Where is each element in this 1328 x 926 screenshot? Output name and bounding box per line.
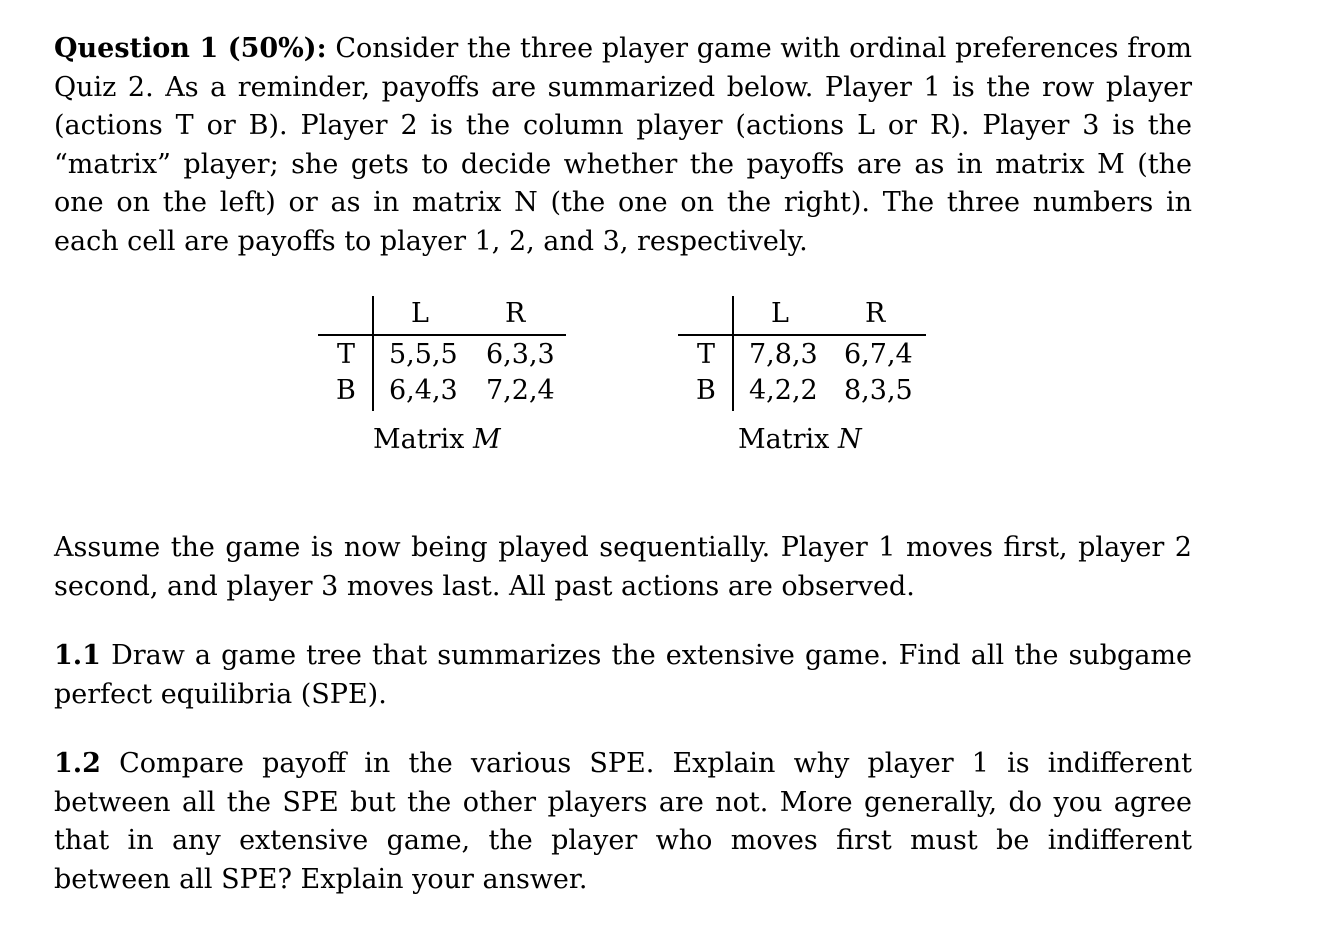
matrix-n-col-header-l: L [771, 298, 789, 329]
matrix-m-col-header-l: L [411, 298, 429, 329]
matrix-m-cell-br: 7,2,4 [486, 375, 555, 406]
matrix-n-caption-prefix: Matrix [738, 424, 830, 455]
matrix-m-caption-prefix: Matrix [373, 424, 465, 455]
question-intro: Consider the three player game with ordinal preferences from Quiz 2. As a reminder, payoffs are summarized below. Player 1 is the row player (actions T or B). Player 2 is the column player (actions L or R). Player 3 is the “matrix” player; she gets to decide whether the payoffs are as in matrix M (the one on the left) or as in matrix N (the one on the right). The three numbers in each cell are payoffs to player 1, 2, and 3, respectively. [54, 33, 1192, 257]
matrix-m-row-header-t: T [337, 339, 356, 370]
part-1-1-block [54, 637, 1192, 714]
matrix-n-cell-bl: 4,2,2 [749, 375, 818, 406]
matrix-m-caption-name: M [472, 424, 501, 455]
matrix-m-row-rule [372, 296, 374, 411]
sequential-block [54, 529, 1192, 606]
part-1-1-number: 1.1 [54, 640, 101, 671]
part-1-2-text: Compare payoff in the various SPE. Explain why player 1 is indifferent between all the SPE but the other players are not. More generally, do you agree that in any extensive game, the player who moves first must be indifferent between all SPE? Explain your answer. [54, 748, 1192, 895]
matrix-m-row-header-b: B [336, 375, 356, 406]
matrix-n-cell-br: 8,3,5 [844, 375, 913, 406]
matrix-n-caption [738, 424, 862, 455]
matrix-m [318, 292, 568, 412]
matrix-n-row-header-b: B [696, 375, 716, 406]
matrix-m-col-header-r: R [505, 298, 526, 329]
sequential-paragraph: Assume the game is now being played sequentially. Player 1 moves first, player 2 second, and player 3 moves last. All past actions are observed. [54, 532, 1192, 602]
matrix-n-cell-tl: 7,8,3 [749, 339, 818, 370]
part-1-2-number: 1.2 [54, 748, 101, 779]
matrix-n-caption-name: N [837, 424, 862, 455]
question-paragraph [54, 30, 1192, 262]
part-1-1-text: Draw a game tree that summarizes the extensive game. Find all the subgame perfect equilibria (SPE). [54, 640, 1192, 710]
part-1-2-block [54, 745, 1192, 899]
matrix-n [678, 292, 928, 412]
question-block [54, 30, 1192, 262]
matrix-m-cell-tr: 6,3,3 [486, 339, 555, 370]
matrix-m-cell-tl: 5,5,5 [389, 339, 458, 370]
matrix-n-cell-tr: 6,7,4 [844, 339, 913, 370]
question-label: Question 1 (50%): [54, 33, 327, 64]
part-1-2-paragraph [54, 745, 1192, 899]
matrix-m-cell-bl: 6,4,3 [389, 375, 458, 406]
matrix-n-row-rule [732, 296, 734, 411]
part-1-1-paragraph [54, 637, 1192, 714]
matrix-n-row-header-t: T [697, 339, 716, 370]
matrix-n-col-header-r: R [865, 298, 886, 329]
matrix-m-caption [373, 424, 501, 455]
